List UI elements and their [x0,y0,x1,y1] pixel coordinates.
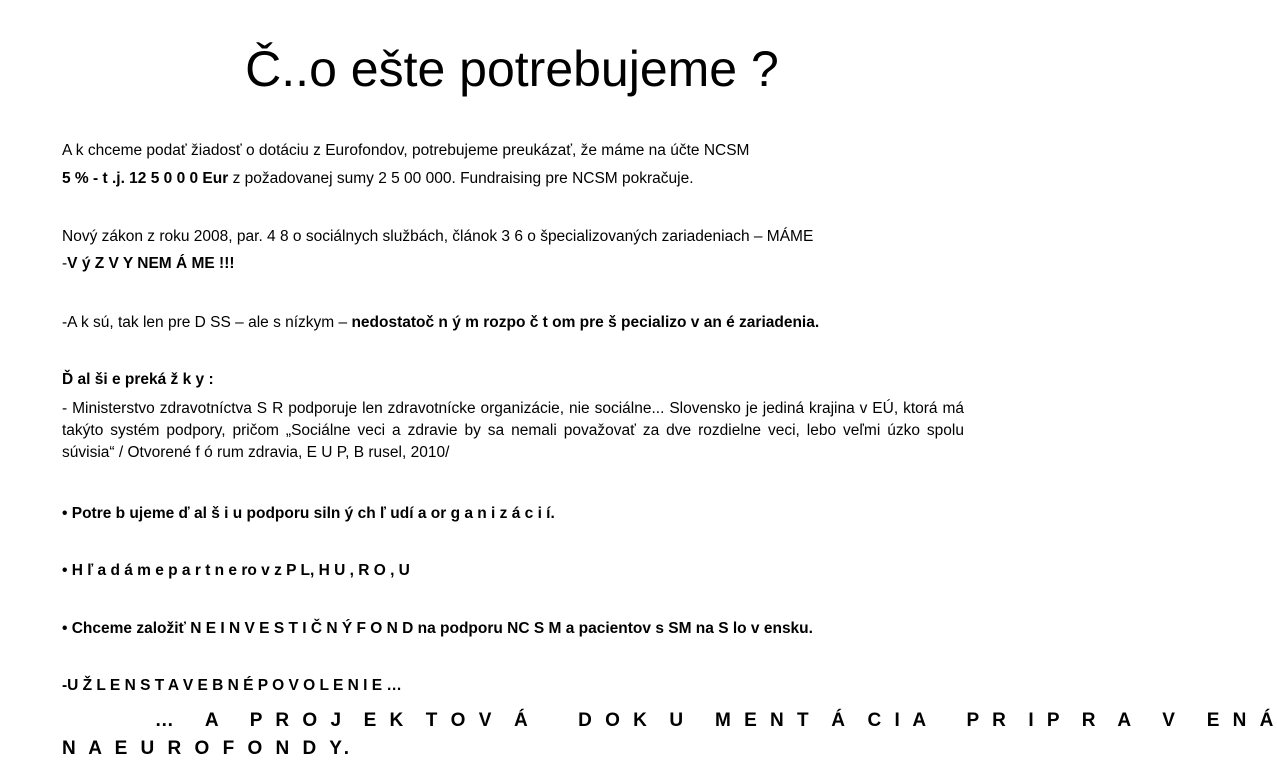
bullet-3: • Chceme založiť N E I N V E S T I Č N Ý F O N D na podporu NC S M a pacientov s SM na S lo v ensku. [62,620,813,637]
vyzvy-bold: V ý Z V Y NEM Á ME !!! [67,255,235,272]
bullet-1: • Potre b ujeme ď al š i u podporu siln ý ch ľ udí a or g a n i z á c i í. [62,505,555,522]
bullet-2: • H ľ a d á m e p a r t n e ro v z P L, H U , R O , U [62,562,410,579]
line-projektova-dokumentacia: … A P R O J E K T O V Á D O K U M E N T Á C I A P R I P R A V E N Á [62,710,1277,731]
paragraph-2-line-1: Nový zákon z roku 2008, par. 4 8 o sociálnych službách, článok 3 6 o špecializovaných zariadeniach – MÁME [62,228,814,245]
paragraph-4-heading: Ď al ši e preká ž k y : [62,371,214,388]
paragraph-2-line-2 [62,253,964,275]
line-na-eurofondy: N A E U R O F O N D Y. [62,738,354,759]
slide-title: Č..o ešte potrebujeme ? [245,41,779,97]
paragraph-1-line-2 [62,168,964,190]
amount-rest: z požadovanej sumy 2 5 00 000. Fundraising pre NCSM pokračuje. [228,170,694,187]
p3-normal: -A k sú, tak len pre D SS – ale s nízkym – [62,314,352,331]
paragraph-4-text: - Ministerstvo zdravotníctva S R podporuje len zdravotnícke organizácie, nie sociálne... Slovensko je jediná krajina v EÚ, ktorá má takýto systém podpory, pričom „Sociálne veci a zdravie by sa nemali považovať za dve rozdielne veci, lebo veľmi úzko spolu súvisia“ / Otvorené f ó rum zdravia, E U P, B rusel, 2010/ [62,400,964,461]
paragraph-1-line-1: A k chceme podať žiadosť o dotáciu z Eurofondov, potrebujeme preukázať, že máme na účte NCSM [62,142,750,159]
amount-bold: 5 % - t .j. 12 5 0 0 0 Eur [62,170,229,187]
line-uz-len: -U Ž L E N S T A V E B N É P O V O L E N I E … [62,677,402,694]
dash-prefix: - [62,255,68,272]
p3-bold: nedostatoč n ý m rozpo č t om pre š pecializo v an é zariadenia. [351,314,820,331]
paragraph-3 [62,312,964,334]
